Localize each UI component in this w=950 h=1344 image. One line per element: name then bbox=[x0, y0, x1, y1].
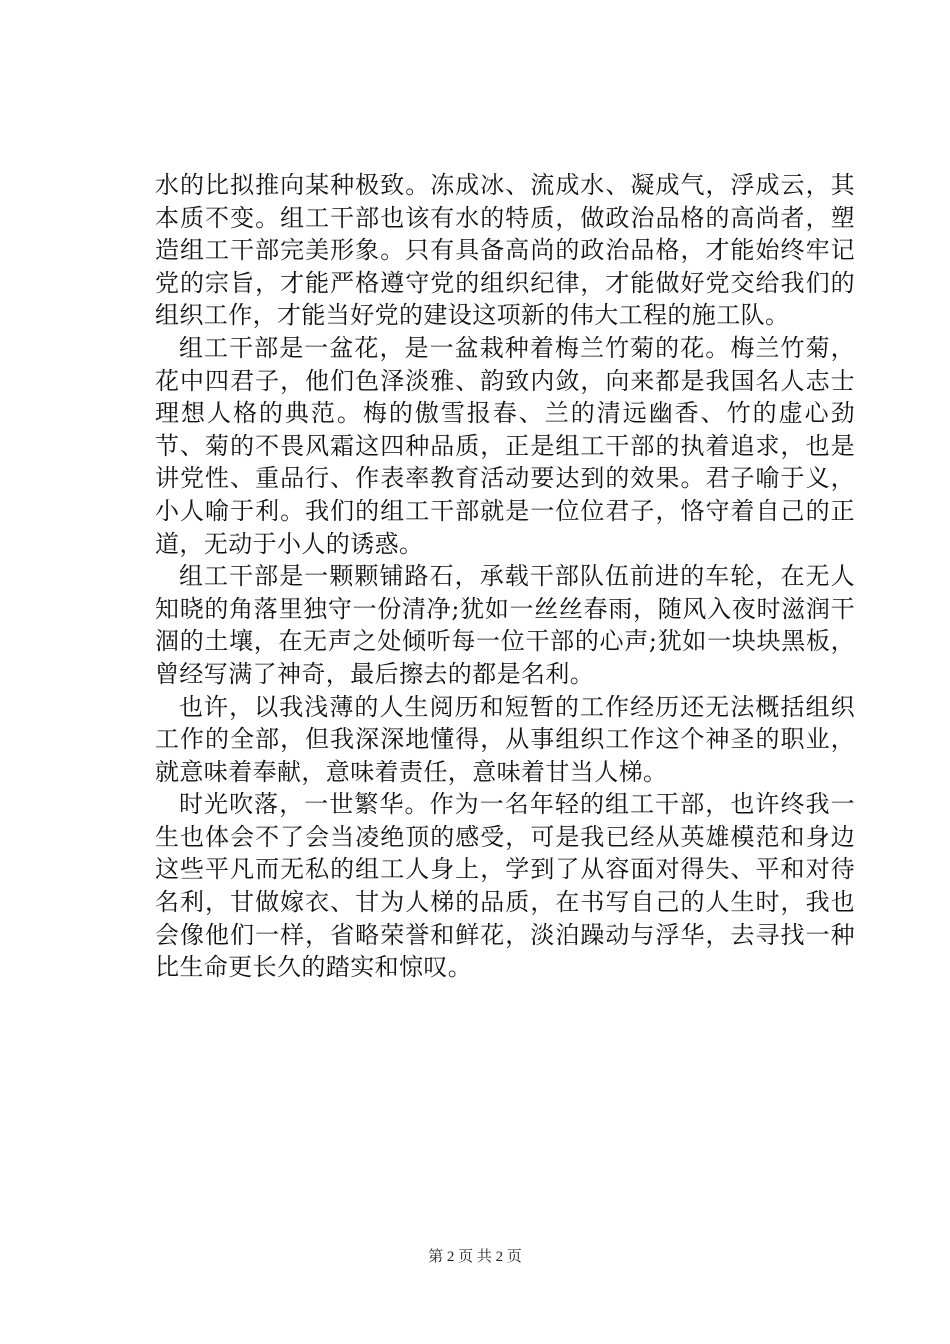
paragraph-1: 水的比拟推向某种极致。冻成冰、流成水、凝成气，浮成云，其本质不变。组工干部也该有水的特质，做政治品格的高尚者，塑造组工干部完美形象。只有具备高尚的政治品格，才能始终牢记党的宗旨，才能严格遵守党的组织纪律，才能做好党交给我们的组织工作，才能当好党的建设这项新的伟大工程的施工队。 bbox=[155, 171, 855, 330]
paragraph-2: 组工干部是一盆花，是一盆栽种着梅兰竹菊的花。梅兰竹菊，花中四君子，他们色泽淡雅、韵致内敛，向来都是我国名人志士理想人格的典范。梅的傲雪报春、兰的清远幽香、竹的虚心劲节、菊的不畏风霜这四种品质，正是组工干部的执着追求，也是讲党性、重品行、作表率教育活动要达到的效果。君子喻于义，小人喻于利。我们的组工干部就是一位位君子，恪守着自己的正道，无动于小人的诱惑。 bbox=[155, 333, 855, 558]
body-text bbox=[155, 169, 855, 984]
paragraph-3: 组工干部是一颗颗铺路石，承载干部队伍前进的车轮，在无人知晓的角落里独守一份清净;犹如一丝丝春雨，随风入夜时滋润干涸的土壤，在无声之处倾听每一位干部的心声;犹如一块块黑板，曾经写满了神奇，最后擦去的都是名利。 bbox=[155, 562, 855, 688]
page-footer: 第 2 页 共 2 页 bbox=[428, 1249, 522, 1265]
paragraph-5: 时光吹落，一世繁华。作为一名年轻的组工干部，也许终我一生也体会不了会当凌绝顶的感受，可是我已经从英雄模范和身边这些平凡而无私的组工人身上，学到了从容面对得失、平和对待名利，甘做嫁衣、甘为人梯的品质，在书写自己的人生时，我也会像他们一样，省略荣誉和鲜花，淡泊躁动与浮华，去寻找一种比生命更长久的踏实和惊叹。 bbox=[155, 790, 855, 982]
paragraph-4: 也许，以我浅薄的人生阅历和短暂的工作经历还无法概括组织工作的全部，但我深深地懂得，从事组织工作这个神圣的职业，就意味着奉献，意味着责任，意味着甘当人梯。 bbox=[155, 692, 855, 786]
